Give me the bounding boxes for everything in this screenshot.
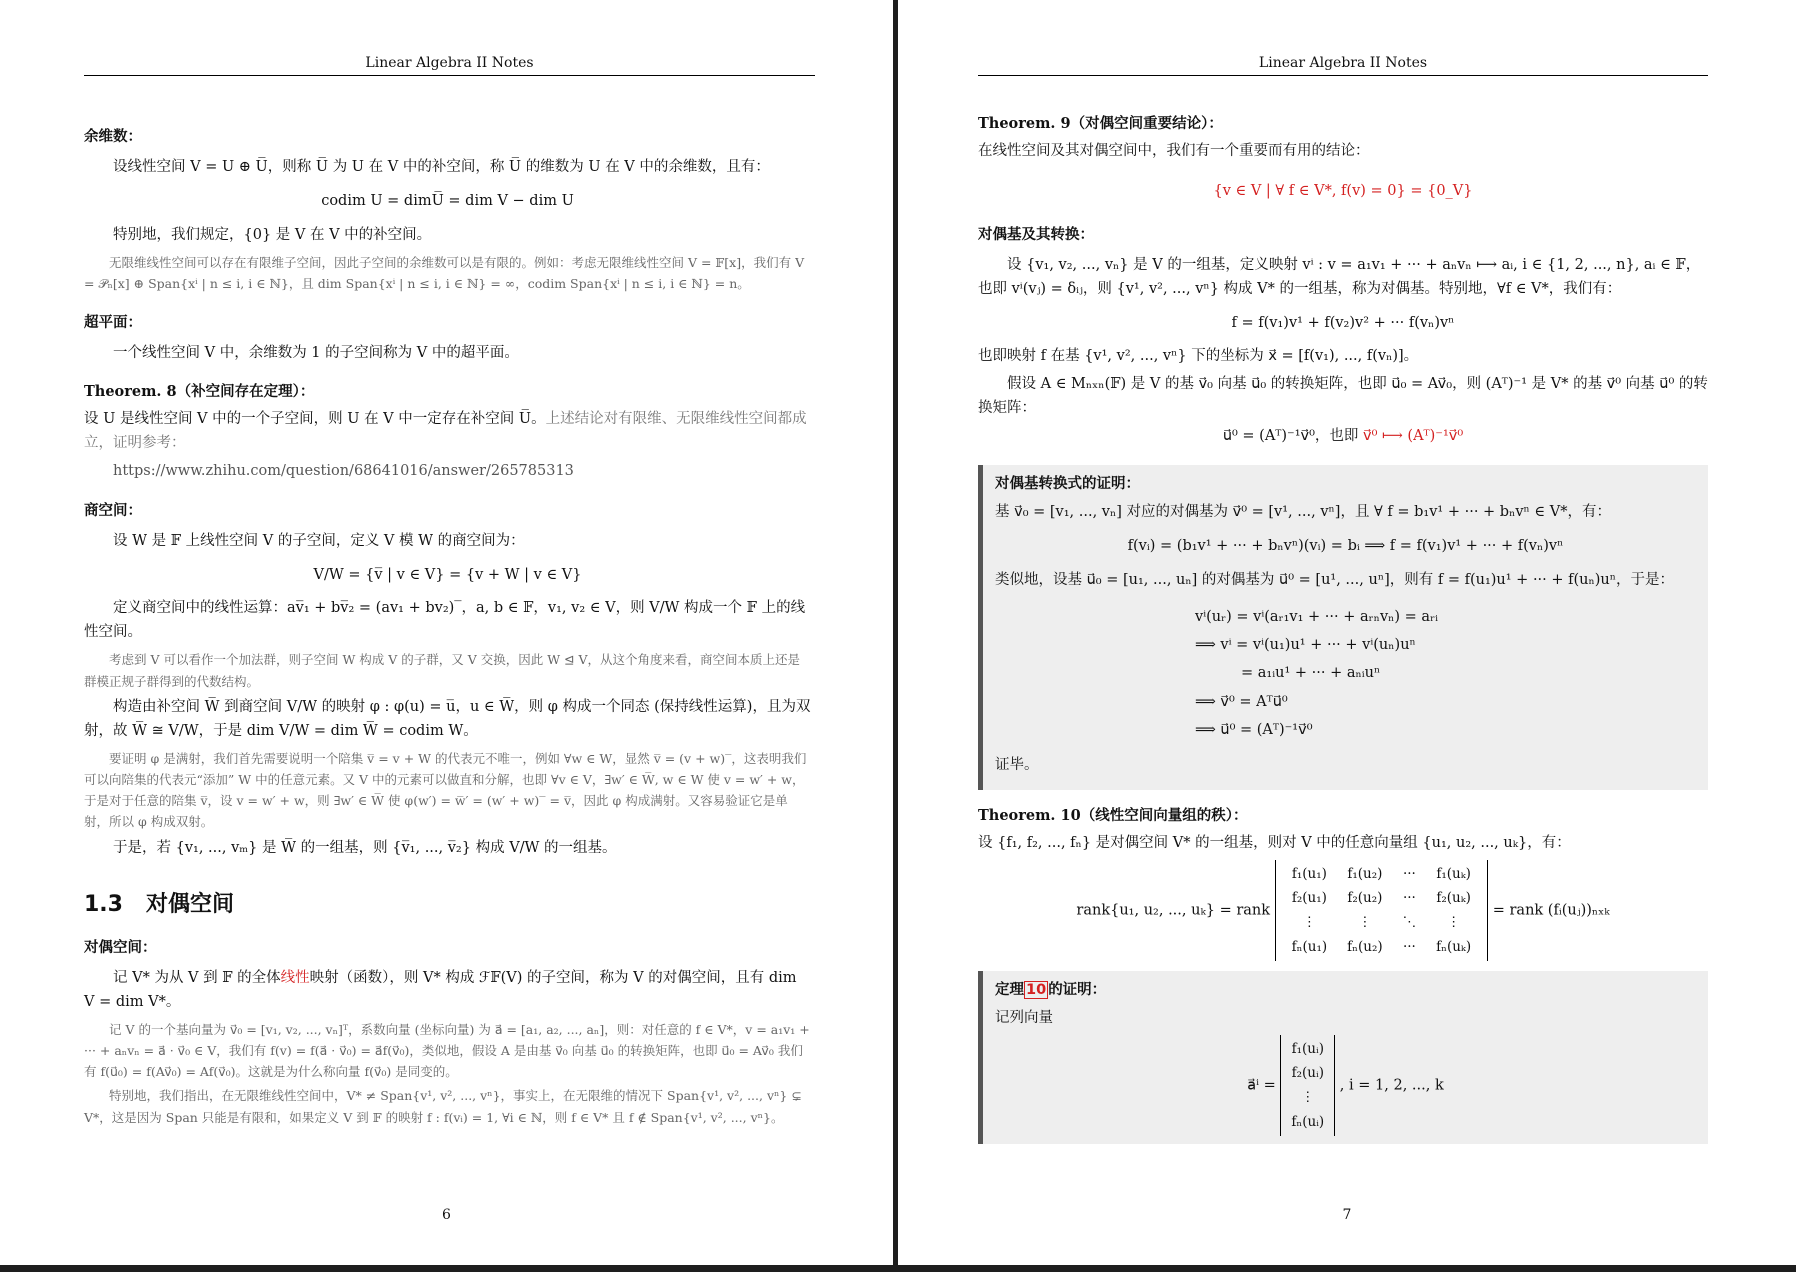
proof-end: 证毕。 [995,757,1039,774]
codim-equation: codim U = dimU̅ = dim V − dim U [321,192,574,209]
matrix-cell: f₁(u₂) [1347,865,1383,882]
proof-title-suffix: 的证明： [1048,981,1107,998]
matrix-cell: ⋮ [1302,914,1317,931]
align-line: ⟹ v⃗⁰ = Aᵀu⃗⁰ [1195,693,1288,710]
matrix-cell: ⋮ [1446,914,1461,931]
codim-note: 无限维线性空间可以存在有限维子空间，因此子空间的余维数可以是有限的。例如：考虑无限维线性空间 V = 𝔽[x]，我们有 V = 𝒫ₙ[x] ⊕ Span{xⁱ | n ≤ i, i ∈ ℕ}，且 dim Span{xⁱ | n ≤ i, i ∈ ℕ} = ∞，codim Span{xⁱ | n ≤ i, i ∈ ℕ} = n。 [84,254,805,291]
dual-def-part-a: 记 V* 为从 V 到 𝔽 的全体 [113,969,281,986]
vector-cell: f₂(uᵢ) [1291,1065,1324,1082]
quotient-isomorphism: 构造由补空间 W̅ 到商空间 V/W 的映射 φ : φ(u) = u̅，u ∈ W̅，则 φ 构成一个同态 (保持线性运算)，且为双射，故 W̅ ≅ V/W，于是 dim V/W = dim W̅ = codim W。 [84,698,811,739]
align-line: ⟹ u⃗⁰ = (Aᵀ)⁻¹v⃗⁰ [1195,721,1313,738]
section-title: 对偶空间 [145,891,234,917]
align-line: vⁱ(uᵣ) = vⁱ(aᵣ₁v₁ + ··· + aᵣₙvₙ) = aᵣᵢ [1195,608,1439,625]
vector-row [1287,1085,1328,1109]
dual-note-1: 记 V 的一个基向量为 v⃗₀ = [v₁, v₂, ..., vₙ]ᵀ，系数向量 (坐标向量) 为 a⃗ = [a₁, a₂, ..., aₙ]，则：对任意的 f ∈ V*，v = a₁v₁ + ··· + aₙvₙ = a⃗ · v⃗₀ ∈ V，我们有 f(v) = f(a⃗ · v⃗₀) = a⃗f(v⃗₀)，类似地，假设 A 是由基 v⃗₀ 向基 u⃗₀ 的转换矩阵，也即 u⃗₀ = Av⃗₀ 我们有 f(u⃗₀) = f(Av⃗₀) = Af(v⃗₀)。这就是为什么称向量 f(v⃗₀) 是同变的。 [84,1021,810,1080]
dual-def-part-b: 映射（函数），则 V* 构成 ℱ𝔽(V) 的子空间，称为 V 的对偶空间，且有 dim V = dim V*。 [84,969,797,1010]
function-matrix [1275,860,1488,961]
matrix-cell: f₁(u₁) [1291,865,1327,882]
matrix-cell: f₂(u₁) [1291,890,1327,907]
quotient-note-1: 考虑到 V 可以看作一个加法群，则子空间 W 构成 V 的子群，又 V 交换，因此 W ⊴ V，从这个角度来看，商空间本质上还是群模正规子群得到的代数结构。 [84,652,800,689]
matrix-cell: fₙ(u₁) [1291,938,1328,955]
dual-space-heading: 对偶空间： [84,939,157,956]
dual-basis-definition: 设 {v₁, v₂, ..., vₙ} 是 V 的一组基，定义映射 vⁱ : v = a₁v₁ + ··· + aₙvₙ ⟼ aᵢ, i ∈ {1, 2, ..., n}, aᵢ ∈ 𝔽，也即 vⁱ(vⱼ) = δᵢⱼ，则 {v¹, v², ..., vⁿ} 构成 V* 的一组基，称为对偶基。特别地，∀f ∈ V*，我们有： [978,256,1701,297]
page-number: 7 [1342,1207,1352,1223]
page-number: 6 [442,1207,451,1223]
theorem-9-body: 在线性空间及其对偶空间中，我们有一个重要而有用的结论： [978,142,1370,159]
page-left [0,0,893,1265]
theorem-10-body: 设 {f₁, f₂, ..., fₙ} 是对偶空间 V* 的一组基，则对 V 中的任意向量组 {u₁, u₂, ..., uₖ}，有： [978,835,1571,851]
theorem-10-equation [978,860,1708,961]
theorem-9-title: Theorem. 9（对偶空间重要结论）： [978,115,1223,132]
rank-lhs: rank{u₁, u₂, ..., uₖ} = rank [1076,902,1271,919]
proof-line: 记列向量 [995,1009,1053,1026]
vector-row [1287,1061,1328,1085]
vector-cell: fₙ(uᵢ) [1291,1113,1325,1130]
theorem-10-title: Theorem. 10（线性空间向量组的秩）： [978,807,1248,825]
dual-basis-transition-equation [978,425,1708,449]
proof-equation-1: f(vᵢ) = (b₁v¹ + ··· + bₙvⁿ)(vᵢ) = bᵢ ⟹ f = f(v₁)v¹ + ··· + f(vₙ)vⁿ [1127,537,1564,554]
matrix-row [1282,910,1481,934]
vector-table [1287,1037,1328,1134]
codim-definition: 设线性空间 V = U ⊕ U̅，则称 U̅ 为 U 在 V 中的补空间，称 U̅ 的维数为 U 在 V 中的余维数，且有： [113,158,770,175]
running-header: Linear Algebra II Notes [365,55,534,71]
running-header: Linear Algebra II Notes [1258,55,1428,71]
vector-cell: ⋮ [1301,1089,1315,1106]
align-line: ⟹ vⁱ = vⁱ(u₁)u¹ + ··· + vⁱ(uₙ)uⁿ [1195,637,1416,654]
page-content [978,108,1708,1158]
theorem-8-statement: 设 U 是线性空间 V 中的一个子空间，则 U 在 V 中一定存在补空间 U̅。 [84,410,546,427]
transition-eq-part-a: u⃗⁰ = (Aᵀ)⁻¹v⃗⁰，也即 [1222,428,1364,445]
proof-box-theorem-10 [978,971,1708,1144]
column-vector [1280,1035,1335,1136]
codim-heading: 余维数： [84,129,142,145]
header-rule [84,75,815,76]
proof-box-dual-basis [978,465,1708,790]
codim-special: 特别地，我们规定，{0} 是 V 在 V 中的补空间。 [113,226,432,243]
matrix-cell: ⋮ [1358,914,1372,931]
page-content [84,112,811,1131]
proof-title: 对偶基转换式的证明： [995,476,1140,493]
dual-basis-heading: 对偶基及其转换： [978,226,1094,243]
rank-rhs: = rank (fᵢ(uⱼ))ₙₓₖ [1492,902,1610,919]
matrix-row [1282,886,1481,910]
page-right [898,0,1796,1265]
dual-def-highlight: 线性 [280,969,310,986]
theorem-8-title: Theorem. 8（补空间存在定理）： [84,383,315,401]
proof-aligned-equations [1195,603,1696,744]
quotient-note-2: 要证明 φ 是满射，我们首先需要说明一个陪集 v̅ = v + W 的代表元不唯一，例如 ∀w ∈ W，显然 v̅ = (v + w)‾，这表明我们可以向陪集的代表元“添加” W 中的任意元素。又 V 中的元素可以做直和分解，也即 ∀v ∈ V，∃w′ ∈ W̅, w ∈ W 使 v = w′ + w，于是对于任意的陪集 v̅，设 v = w′ + w，则 ∃w′ ∈ W̅ 使 φ(w′) = w̅′ = (w′ + w)‾ = v̅，因此 φ 构成满射。又容易验证它是单射，所以 φ 构成双射。 [84,750,807,830]
dual-basis-coordinates: 也即映射 f 在基 {v¹, v², ..., vⁿ} 下的坐标为 x⃗ = [f(v₁), ..., f(vₙ)]。 [978,348,1419,365]
matrix-cell: ··· [1402,890,1416,907]
section-heading [84,887,811,923]
vector-cell: f₁(uᵢ) [1291,1040,1324,1057]
section-number: 1.3 [84,891,123,917]
dual-note-2: 特别地，我们指出，在无限维线性空间中，V* ≠ Span{v¹, v², ..., vⁿ}，事实上，在无限维的情况下 Span{v¹, v², ..., vⁿ} ⊊ V*，这是因为 Span 只能是有限和，如果定义 V 到 𝔽 的映射 f : f(vᵢ) = 1, ∀i ∈ ℕ，则 f ∈ V* 且 f ∉ Span{v¹, v², ..., vⁿ}。 [84,1088,802,1125]
theorem-8-note: 上述结论对有限维、无限维线性空间都成立，证明参考： [84,410,807,451]
theorem-8-body [84,408,811,456]
vector-row [1287,1110,1328,1134]
hyperplane-definition: 一个线性空间 V 中，余维数为 1 的子空间称为 V 中的超平面。 [113,345,519,362]
dual-space-definition [84,967,811,1015]
matrix-row [1282,935,1481,959]
proof-title-prefix: 定理 [995,981,1024,998]
matrix-cell: f₂(u₂) [1347,890,1383,907]
matrix-cell: ⋱ [1402,914,1417,931]
quotient-operations: 定义商空间中的线性运算：av̅₁ + bv̅₂ = (av₁ + bv₂)‾，a, b ∈ 𝔽，v₁, v₂ ∈ V，则 V/W 构成一个 𝔽 上的线性空间。 [84,600,806,641]
hyperplane-heading: 超平面： [84,315,142,332]
matrix-cell: ··· [1402,865,1416,882]
proof-title [995,979,1696,1003]
matrix-cell: f₁(uₖ) [1436,865,1471,882]
vector-lhs: a⃗ⁱ = [1247,1077,1276,1094]
dual-basis-transition: 假设 A ∈ Mₙₓₙ(𝔽) 是 V 的基 v⃗₀ 向基 u⃗₀ 的转换矩阵，也即 u⃗₀ = Av⃗₀，则 (Aᵀ)⁻¹ 是 V* 的基 v⃗⁰ 向基 u⃗⁰ 的转换矩阵： [978,376,1708,417]
vector-row [1287,1037,1328,1061]
header-rule [978,75,1708,76]
quotient-equation: V/W = {v̅ | v ∈ V} = {v + W | v ∈ V} [313,566,582,583]
transition-eq-highlight: v⃗⁰ ⟼ (Aᵀ)⁻¹v⃗⁰ [1363,428,1464,445]
quotient-definition: 设 W 是 𝔽 上线性空间 V 的子空间，定义 V 模 W 的商空间为： [113,532,525,549]
matrix-table [1282,862,1481,959]
matrix-row [1282,862,1481,886]
theorem-9-equation: {v ∈ V | ∀ f ∈ V*, f(v) = 0} = {0_V} [1213,182,1473,199]
theorem-reference-link[interactable]: 10 [1026,981,1047,998]
align-line: = a₁ᵢu¹ + ··· + aₙᵢuⁿ [1241,665,1381,682]
quotient-basis: 于是，若 {v₁, ..., vₘ} 是 W̅ 的一组基，则 {v̅₁, ..., v̅₂} 构成 V/W 的一组基。 [113,839,617,856]
dual-basis-equation: f = f(v₁)v¹ + f(v₂)v² + ··· f(vₙ)vⁿ [1231,314,1455,331]
vector-rhs: , i = 1, 2, ..., k [1339,1077,1444,1094]
matrix-cell: f₂(uₖ) [1436,890,1471,907]
column-vector-equation [995,1035,1696,1136]
matrix-cell: fₙ(u₂) [1347,938,1383,955]
quotient-heading: 商空间： [84,502,142,519]
reference-link[interactable]: https://www.zhihu.com/question/68641016/answer/265785313 [113,462,574,479]
matrix-cell: fₙ(uₖ) [1436,938,1472,955]
matrix-cell: ··· [1402,938,1416,955]
proof-line-1: 基 v⃗₀ = [v₁, ..., vₙ] 对应的对偶基为 v⃗⁰ = [v¹, ..., vⁿ]，且 ∀ f = b₁v¹ + ··· + bₙvⁿ ∈ V*，有： [995,504,1612,521]
proof-line-2: 类似地，设基 u⃗₀ = [u₁, ..., uₙ] 的对偶基为 u⃗⁰ = [u¹, ..., uⁿ]，则有 f = f(u₁)u¹ + ··· + f(uₙ)uⁿ，于是： [995,571,1675,588]
